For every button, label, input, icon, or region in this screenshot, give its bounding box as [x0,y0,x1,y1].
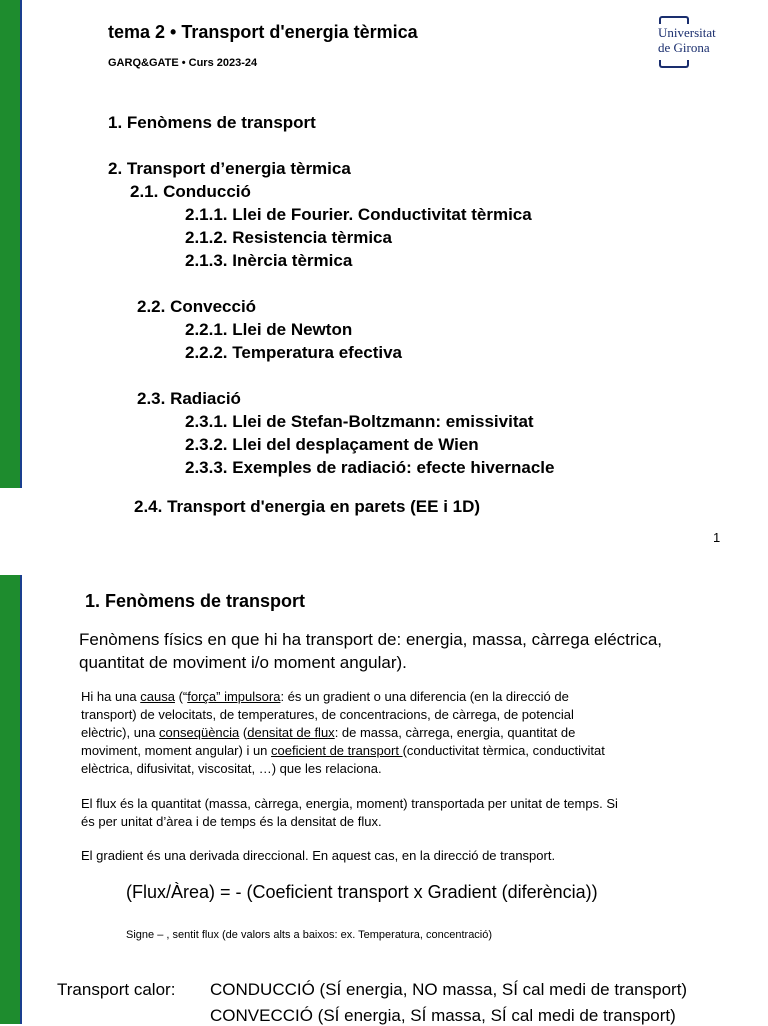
toc-item: 1. Fenòmens de transport [108,113,316,132]
transport-label: Transport calor: [57,980,176,999]
sign-note: Signe – , sentit flux (de valors alts a baixos: ex. Temperatura, concentració) [126,929,493,941]
accent-bar [0,575,22,1024]
logo-bracket-bottom [659,60,689,68]
underlined-term: força” impulsora [187,689,281,704]
paragraph-line [81,688,569,706]
toc-item: 2.2.2. Temperatura efectiva [185,343,403,362]
toc-item: 2.1.1. Llei de Fourier. Conductivitat tèrmica [185,205,532,224]
paragraph-line: El flux és la quantitat (massa, càrrega, energia, moment) transportada per unitat de temps. Si [81,796,618,811]
text: Hi ha una [81,689,141,704]
toc-item: 2.3. Radiació [137,389,241,408]
paragraph-line [81,724,575,742]
toc-item: 2.3.1. Llei de Stefan-Boltzmann: emissivitat [185,412,534,431]
underlined-term: conseqüència [159,725,240,740]
slide-title: tema 2 • Transport d'energia tèrmica [108,22,418,42]
toc-item: 2.2.1. Llei de Newton [185,320,353,339]
intro-line: Fenòmens físics en que hi ha transport de: energia, massa, càrrega eléctrica, [79,630,663,649]
toc-item: 2.2. Convecció [137,297,257,316]
slide-gap [0,560,768,575]
accent-bar [0,0,22,488]
text: : de massa, càrrega, energia, quantitat de [334,725,576,740]
paragraph-line: transport) de velocitats, de temperatures, de concentracions, de càrrega, de potencial [81,707,574,722]
text: : és un gradient o una diferencia (en la direcció de [280,689,569,704]
text: ( [239,725,248,740]
transport-conduction: CONDUCCIÓ (SÍ energia, NO massa, SÍ cal medi de transport) [210,980,688,999]
transport-formula: (Flux/Àrea) = - (Coeficient transport x Gradient (diferència)) [126,882,598,902]
toc-item: 2.1.2. Resistencia tèrmica [185,228,392,247]
underlined-term: causa [140,689,175,704]
underlined-term: coeficient de transport [271,743,403,758]
text: (conductivitat tèrmica, conductivitat [402,743,605,758]
toc-item: 2.3.2. Llei del desplaçament de Wien [185,435,479,454]
page-number: 1 [713,530,721,545]
text: (“ [174,689,188,704]
text: elèctric), una [81,725,160,740]
logo-line-1: Universitat [658,25,716,40]
paragraph-line: és per unitat d’àrea i de temps és la densitat de flux. [81,814,382,829]
paragraph-line [81,742,605,760]
course-subtitle: GARQ&GATE • Curs 2023-24 [108,57,258,69]
toc-item: 2.3.3. Exemples de radiació: efecte hivernacle [185,458,555,477]
toc-item: 2.1.3. Inèrcia tèrmica [185,251,353,270]
logo-line-2: de Girona [658,40,710,55]
university-logo [655,16,745,68]
slide-title: 1. Fenòmens de transport [85,591,306,611]
toc-item: 2.4. Transport d'energia en parets (EE i 1D) [134,497,481,516]
underlined-term: densitat de flux [247,725,335,740]
paragraph-line: El gradient és una derivada direccional. En aquest cas, en la direcció de transport. [81,848,556,863]
toc-item: 2.1. Conducció [130,182,251,201]
paragraph-line: elèctrica, difusivitat, viscositat, …) que les relaciona. [81,761,382,776]
text: moviment, moment angular) i un [81,743,272,758]
toc-item: 2. Transport d’energia tèrmica [108,159,351,178]
transport-convection: CONVECCIÓ (SÍ energia, SÍ massa, SÍ cal medi de transport) [210,1006,676,1025]
intro-line: quantitat de moviment i/o moment angular). [79,653,407,672]
logo-bracket-top [659,16,689,24]
slide-2 [0,575,768,1024]
